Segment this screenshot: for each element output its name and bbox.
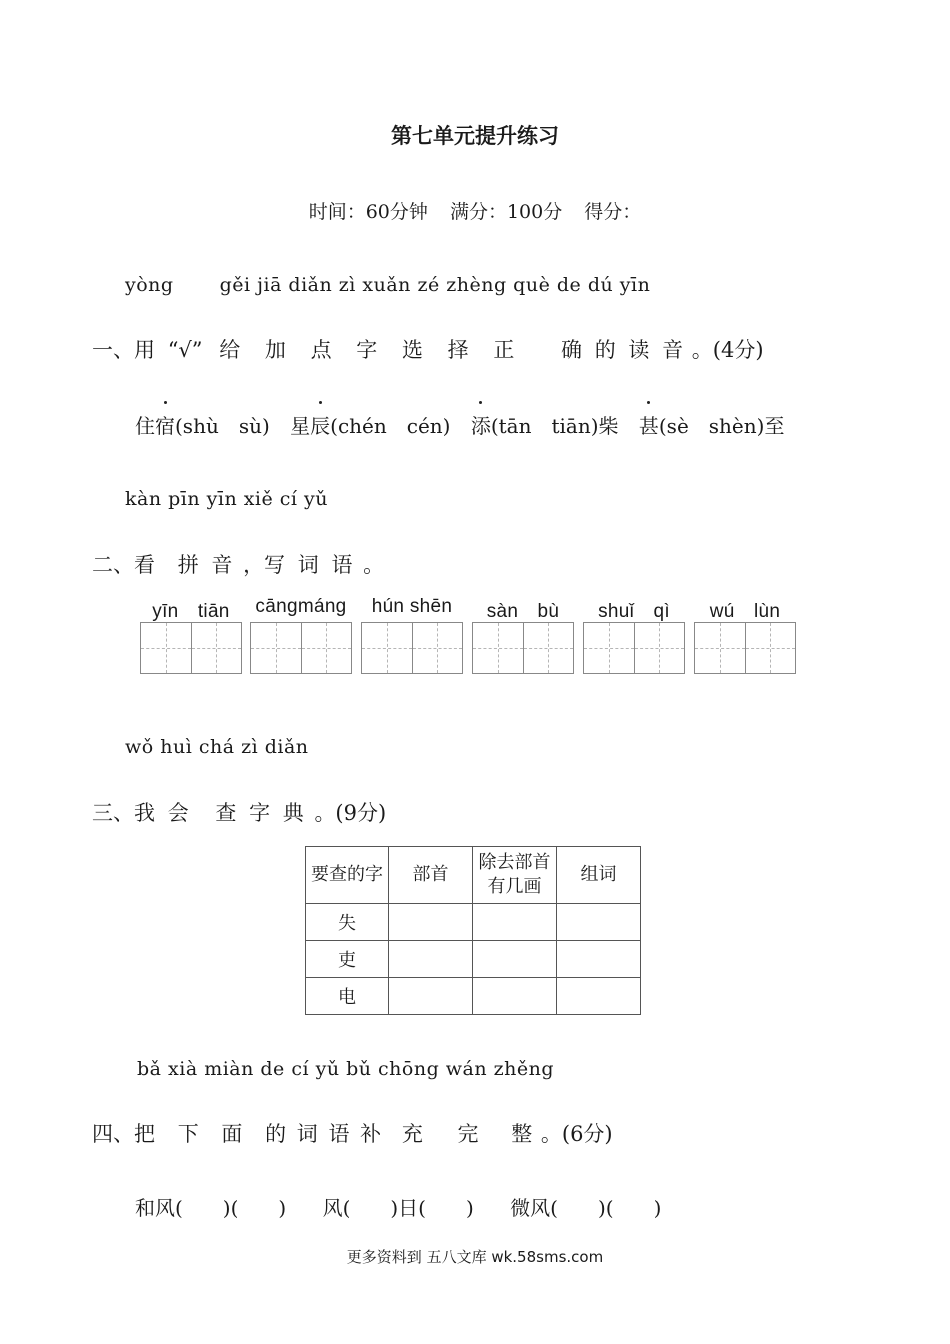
heading-word: 四、把 (92, 1122, 155, 1146)
q1-item (135, 410, 270, 439)
footer-watermark: 更多资料到 五八文库 wk.58sms.com (346, 1248, 604, 1266)
heading-word: 读 (628, 338, 650, 362)
word-grid (694, 596, 796, 674)
q1-options (135, 410, 784, 439)
q1-choices[interactable]: (shù sù) (175, 414, 270, 438)
table-char: 失 (306, 904, 389, 941)
heading-word: 。(4分) (691, 338, 764, 362)
exam-meta (0, 197, 950, 224)
heading-word: 二、看 (92, 553, 155, 577)
writing-cell[interactable] (473, 623, 524, 673)
answer-cell[interactable] (473, 904, 557, 941)
heading-word: 择 (447, 338, 469, 362)
heading-word: 音 (211, 553, 233, 577)
writing-cell[interactable] (635, 623, 685, 673)
q4-blanks (135, 1192, 661, 1221)
word-pinyin: cāngmáng (255, 596, 347, 617)
writing-cell[interactable] (746, 623, 796, 673)
heading-word: 的 (265, 1122, 287, 1146)
q3-pinyin: wǒ huì chá zì diǎn (125, 736, 309, 758)
heading-word: 语 (331, 553, 353, 577)
answer-cell[interactable] (473, 978, 557, 1015)
word-grid (250, 596, 352, 674)
q1-dotted-char: 甚 (639, 410, 659, 439)
q2-heading (92, 549, 384, 579)
heading-word: 给 (219, 338, 241, 362)
heading-word: 。(6分) (540, 1122, 613, 1146)
q4-heading (92, 1118, 613, 1148)
writing-cell[interactable] (302, 623, 352, 673)
heading-word: 整 (511, 1122, 533, 1146)
heading-word: 语 (328, 1122, 350, 1146)
answer-cell[interactable] (557, 941, 641, 978)
table-row (306, 978, 641, 1015)
q4-pinyin: bǎ xià miàn de cí yǔ bǔ chōng wán zhěng (137, 1058, 555, 1080)
q1-pinyin-part: gěi jiā diǎn zì xuǎn zé zhèng què de dú yīn (219, 274, 651, 296)
writing-cell[interactable] (413, 623, 463, 673)
word-grid (472, 596, 574, 674)
q3-heading (92, 797, 386, 827)
q1-choices[interactable]: (chén cén) (330, 414, 451, 438)
full-score: 满分：100分 (449, 201, 563, 223)
heading-word: 会 (167, 801, 189, 825)
q1-choices[interactable]: (sè shèn)至 (658, 414, 785, 438)
answer-cell[interactable] (389, 941, 473, 978)
table-header (473, 847, 557, 904)
writing-cell[interactable] (524, 623, 574, 673)
word-grid (140, 596, 242, 674)
writing-cell[interactable] (141, 623, 192, 673)
heading-word: 加 (264, 338, 286, 362)
heading-word: ，写 (243, 553, 286, 577)
heading-word: 音 (662, 338, 684, 362)
q1-item (471, 410, 619, 439)
answer-cell[interactable] (557, 904, 641, 941)
heading-word: 下 (177, 1122, 199, 1146)
heading-word: 充 (401, 1122, 423, 1146)
fill-blank[interactable]: 风( )日( ) (322, 1196, 474, 1220)
writing-cell[interactable] (362, 623, 413, 673)
table-header: 部首 (389, 847, 473, 904)
heading-word: 词 (297, 553, 319, 577)
heading-word: 典 (282, 801, 304, 825)
word-pinyin: sàn bù (486, 601, 560, 622)
answer-cell[interactable] (473, 941, 557, 978)
q1-char: 住 (135, 414, 155, 438)
table-char: 吏 (306, 941, 389, 978)
heading-word: 。 (363, 553, 385, 577)
q1-choices[interactable]: (tān tiān)柴 (490, 414, 619, 438)
q1-pinyin-part: yòng (125, 274, 174, 296)
fill-blank[interactable]: 微风( )( ) (510, 1196, 662, 1220)
heading-word: 的 (594, 338, 616, 362)
q1-dotted-char: 辰 (310, 410, 330, 439)
q2-pinyin: kàn pīn yīn xiě cí yǔ (125, 488, 329, 510)
heading-word: 确 (561, 338, 583, 362)
fill-blank[interactable]: 和风( )( ) (135, 1196, 287, 1220)
heading-word: 补 (360, 1122, 382, 1146)
table-header: 组词 (557, 847, 641, 904)
heading-word: 字 (249, 801, 271, 825)
q1-pinyin (125, 274, 650, 296)
word-grid (361, 596, 463, 674)
heading-word: 面 (221, 1122, 243, 1146)
table-header: 要查的字 (306, 847, 389, 904)
word-pinyin: yīn tiān (152, 601, 230, 622)
heading-word: 正 (493, 338, 515, 362)
table-char: 电 (306, 978, 389, 1015)
answer-cell[interactable] (557, 978, 641, 1015)
heading-word: 选 (401, 338, 423, 362)
heading-word: “√” (167, 338, 203, 362)
word-grid (583, 596, 685, 674)
score-field: 得分： (584, 201, 642, 223)
table-header-row (306, 847, 641, 904)
q1-heading (92, 334, 764, 364)
q1-char: 星 (290, 414, 311, 438)
q1-item (290, 410, 450, 439)
writing-cell[interactable] (251, 623, 302, 673)
word-pinyin: hún shēn (371, 596, 453, 617)
word-pinyin: shuǐ qì (598, 601, 670, 622)
dictionary-table (305, 846, 641, 1015)
writing-cell[interactable] (584, 623, 635, 673)
heading-word: 点 (310, 338, 332, 362)
page-title: 第七单元提升练习 (391, 123, 559, 148)
table-header-text: 除去部首有几画 (478, 851, 551, 897)
heading-word: 字 (356, 338, 378, 362)
heading-word: 一、用 (92, 338, 155, 362)
q1-item (639, 410, 785, 439)
writing-cell[interactable] (695, 623, 746, 673)
answer-cell[interactable] (389, 978, 473, 1015)
q1-dotted-char: 宿 (155, 410, 175, 439)
word-pinyin: wú lùn (709, 601, 781, 622)
table-row (306, 941, 641, 978)
heading-word: 词 (296, 1122, 318, 1146)
table-row (306, 904, 641, 941)
q1-dotted-char: 添 (471, 410, 491, 439)
heading-word: 。(9分) (314, 801, 387, 825)
time-limit: 时间：60分钟 (308, 201, 428, 223)
heading-word: 拼 (177, 553, 199, 577)
writing-cell[interactable] (192, 623, 242, 673)
heading-word: 三、我 (92, 801, 155, 825)
answer-cell[interactable] (389, 904, 473, 941)
heading-word: 查 (215, 801, 237, 825)
heading-word: 完 (457, 1122, 479, 1146)
